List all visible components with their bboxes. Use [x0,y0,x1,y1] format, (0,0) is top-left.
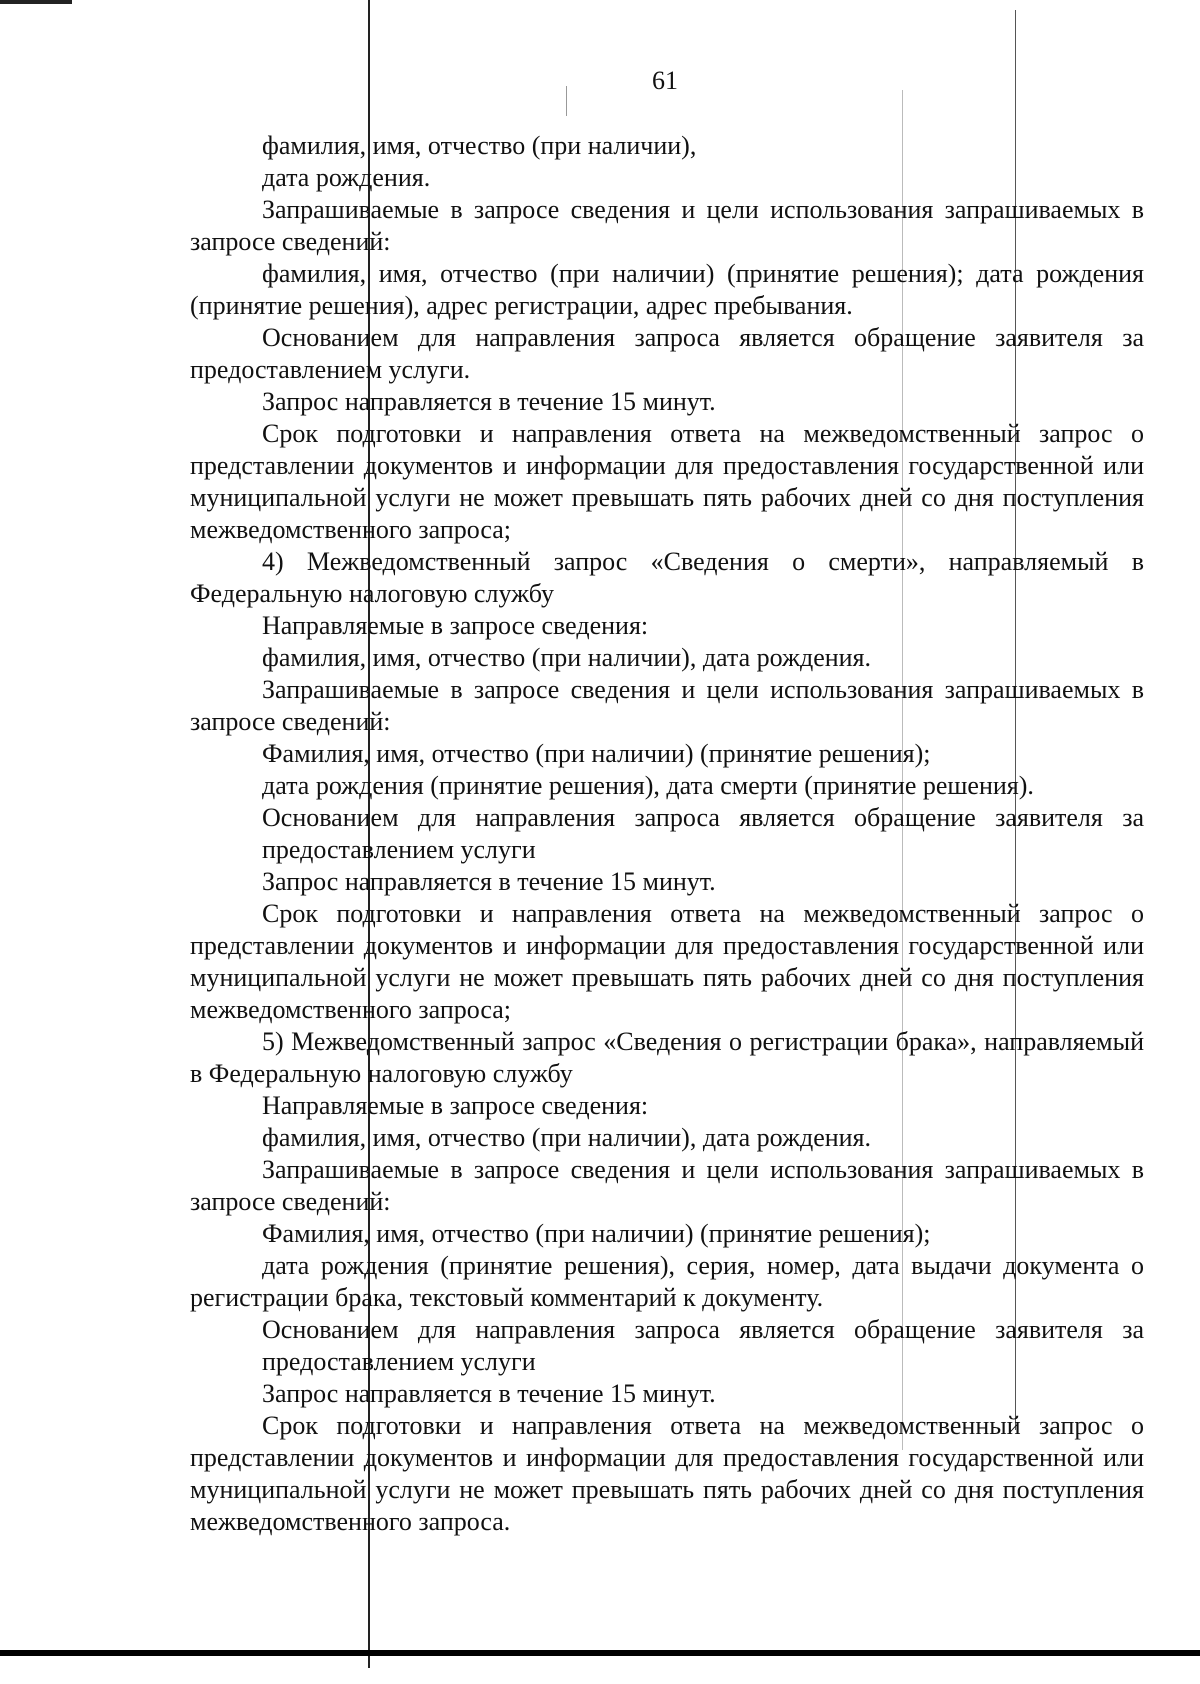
paragraph: Фамилия, имя, отчество (при наличии) (принятие решения); [262,739,931,768]
paragraph: Запрос направляется в течение 15 минут. [262,387,716,416]
paragraph: Основанием для направления запроса является обращение заявителя за предоставлением услуги. [190,323,1144,384]
paragraph: фамилия, имя, отчество (при наличии), дата рождения. [262,643,872,672]
document-body [190,130,1144,1538]
scan-artifact-bottom-edge [0,1650,1200,1656]
paragraph: фамилия, имя, отчество (при наличии) (принятие решения); дата рождения (принятие решения), адрес регистрации, адрес пребывания. [190,259,1144,320]
paragraph: дата рождения (принятие решения), дата смерти (принятие решения). [262,771,1034,800]
paragraph: Основанием для направления запроса является обращение заявителя за предоставлением услуги [262,803,1144,864]
paragraph: Запрос направляется в течение 15 минут. [262,1379,716,1408]
paragraph: фамилия, имя, отчество (при наличии), дата рождения. [262,1123,872,1152]
paragraph: Запрашиваемые в запросе сведения и цели использования запрашиваемых в запросе сведений: [190,195,1144,256]
paragraph: 4) Межведомственный запрос «Сведения о смерти», направляемый в Федеральную налоговую службу [190,547,1144,608]
paragraph: дата рождения (принятие решения), серия, номер, дата выдачи документа о регистрации брака, текстовый комментарий к документу. [190,1251,1144,1312]
paragraph: Срок подготовки и направления ответа на межведомственный запрос о представлении документов и информации для предоставления государственной или муниципальной услуги не может превышать пять рабочих дней со дня поступления межведомственного запроса. [190,1411,1144,1536]
scan-artifact-top [0,0,72,4]
paragraph: Запрашиваемые в запросе сведения и цели использования запрашиваемых в запросе сведений: [190,1155,1144,1216]
page-number: 61 [652,66,678,95]
paragraph: дата рождения. [262,163,431,192]
paragraph: Фамилия, имя, отчество (при наличии) (принятие решения); [262,1219,931,1248]
paragraph: Срок подготовки и направления ответа на межведомственный запрос о представлении документов и информации для предоставления государственной или муниципальной услуги не может превышать пять рабочих дней со дня поступления межведомственного запроса; [190,419,1144,544]
paragraph: Срок подготовки и направления ответа на межведомственный запрос о представлении документов и информации для предоставления государственной или муниципальной услуги не может превышать пять рабочих дней со дня поступления межведомственного запроса; [190,899,1144,1024]
paragraph: Направляемые в запросе сведения: [262,1091,649,1120]
paragraph: 5) Межведомственный запрос «Сведения о регистрации брака», направляемый в Федеральную налоговую службу [190,1027,1144,1088]
paragraph: Запрашиваемые в запросе сведения и цели использования запрашиваемых в запросе сведений: [190,675,1144,736]
paragraph: фамилия, имя, отчество (при наличии), [262,131,697,160]
paragraph: Направляемые в запросе сведения: [262,611,649,640]
paragraph: Запрос направляется в течение 15 минут. [262,867,716,896]
paragraph: Основанием для направления запроса является обращение заявителя за предоставлением услуги [262,1315,1144,1376]
